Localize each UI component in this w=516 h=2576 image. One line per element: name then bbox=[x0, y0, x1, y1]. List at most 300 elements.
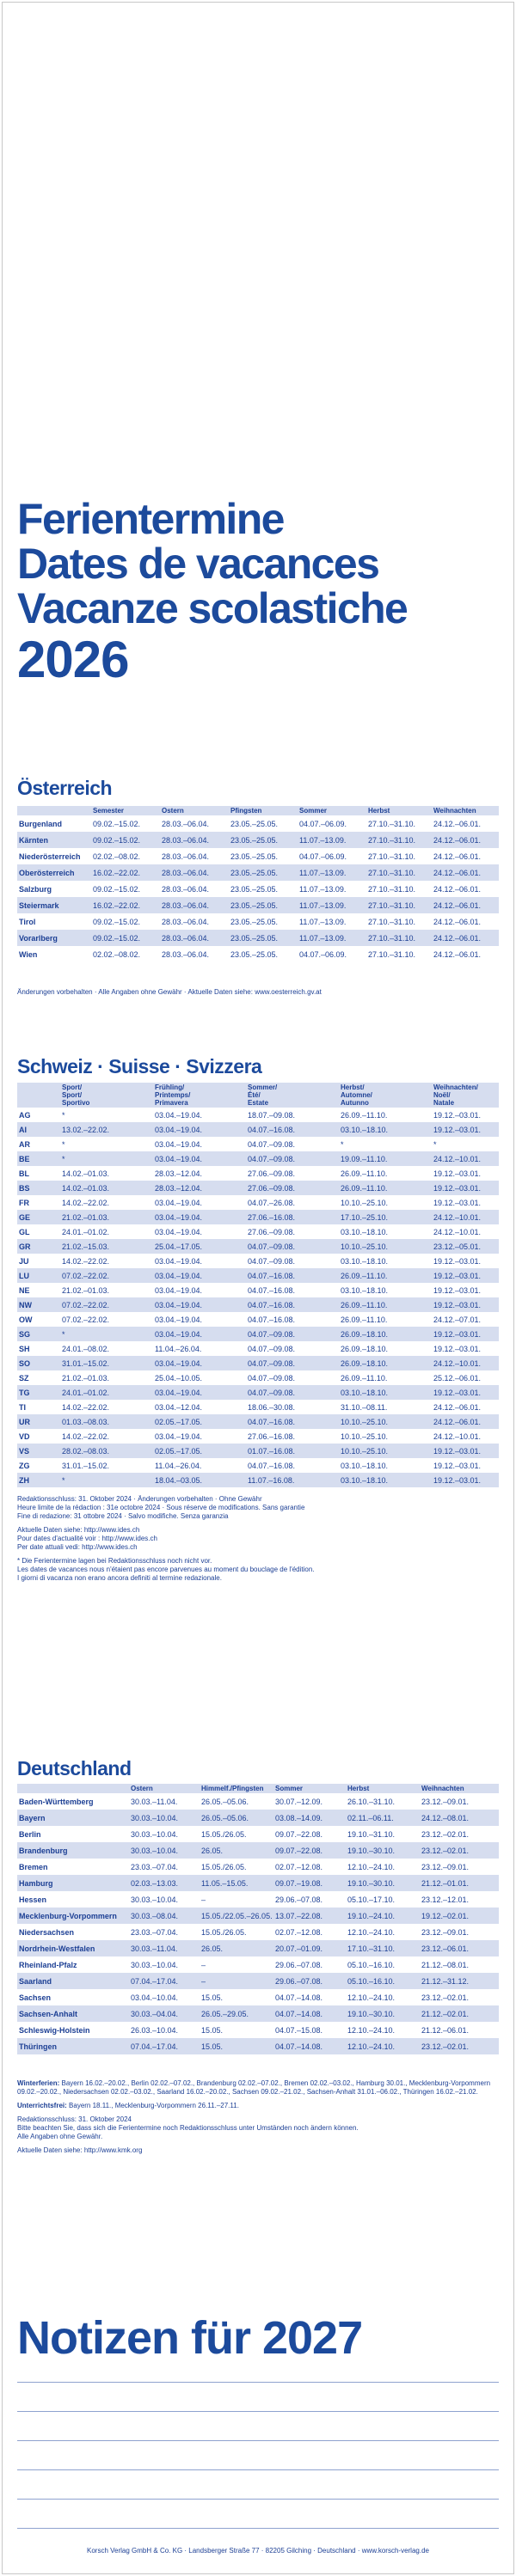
notes-ruled-line bbox=[17, 2469, 499, 2470]
austria-region-label: Vorarlberg bbox=[19, 933, 58, 943]
austria-region-label: Niederösterreich bbox=[19, 852, 81, 861]
germany-date-cell: 23.03.–07.04. bbox=[131, 1927, 179, 1937]
switzerland-row bbox=[17, 1327, 499, 1341]
switzerland-col-header bbox=[17, 1083, 60, 1108]
switzerland-region-label: SG bbox=[19, 1329, 31, 1339]
switzerland-date-cell: 03.04.–19.04. bbox=[155, 1315, 203, 1324]
switzerland-col-header: Sommer/ Été/ Estate bbox=[248, 1084, 278, 1107]
austria-date-cell: 24.12.–06.01. bbox=[433, 868, 482, 877]
austria-col-header: Pfingsten bbox=[230, 807, 262, 815]
switzerland-date-cell: 27.06.–09.08. bbox=[248, 1183, 296, 1193]
switzerland-date-cell: 26.09.–11.10. bbox=[341, 1300, 388, 1309]
germany-date-cell: 30.03.–10.04. bbox=[131, 1960, 179, 1969]
switzerland-date-cell: 26.09.–11.10. bbox=[341, 1110, 388, 1120]
switzerland-row bbox=[17, 1356, 499, 1370]
germany-date-cell: 30.03.–10.04. bbox=[131, 1895, 179, 1904]
germany-row bbox=[17, 1826, 499, 1842]
germany-date-cell: – bbox=[201, 1960, 206, 1969]
austria-heading: Österreich bbox=[17, 777, 113, 799]
germany-region-label: Rheinland-Pfalz bbox=[19, 1960, 77, 1969]
switzerland-date-cell: 03.04.–19.04. bbox=[155, 1198, 203, 1207]
austria-date-cell: 28.03.–06.04. bbox=[162, 900, 210, 910]
switzerland-row bbox=[17, 1444, 499, 1458]
germany-date-cell: 04.07.–14.08. bbox=[275, 1993, 323, 2002]
switzerland-date-cell: 27.06.–16.08. bbox=[248, 1212, 296, 1222]
switzerland-date-cell: 26.09.–11.10. bbox=[341, 1373, 388, 1383]
austria-date-cell: 04.07.–06.09. bbox=[299, 852, 347, 861]
austria-date-cell: 23.05.–25.05. bbox=[230, 917, 279, 926]
switzerland-date-cell: 01.07.–16.08. bbox=[248, 1446, 296, 1456]
switzerland-region-label: VD bbox=[19, 1431, 30, 1441]
switzerland-date-cell: 14.02.–01.03. bbox=[62, 1183, 110, 1193]
austria-date-cell: 23.05.–25.05. bbox=[230, 900, 279, 910]
switzerland-col-header: Sport/ Sport/ Sportivo bbox=[62, 1084, 90, 1107]
switzerland-region-label: SZ bbox=[19, 1373, 29, 1383]
germany-date-cell: 29.06.–07.08. bbox=[275, 1960, 323, 1969]
germany-date-cell: 02.07.–12.08. bbox=[275, 1862, 323, 1871]
note-line-text: Heure limite de la rédaction : 31e octobre 2024 · Sous réserve de modifications. Sans garantie bbox=[17, 1504, 305, 1511]
switzerland-date-cell: 10.10.–25.10. bbox=[341, 1417, 389, 1426]
germany-col-header: Weihnachten bbox=[421, 1785, 464, 1792]
switzerland-row bbox=[17, 1400, 499, 1414]
switzerland-row bbox=[17, 1108, 499, 1122]
austria-date-cell: 28.03.–06.04. bbox=[162, 949, 210, 959]
austria-date-cell: 27.10.–31.10. bbox=[368, 933, 416, 943]
note-line-text: Aktuelle Daten siehe: http://www.kmk.org bbox=[17, 2146, 143, 2154]
germany-date-cell: 05.10.–16.10. bbox=[347, 1960, 396, 1969]
austria-date-cell: 16.02.–22.02. bbox=[93, 868, 141, 877]
switzerland-date-cell: 25.04.–17.05. bbox=[155, 1242, 203, 1251]
germany-region-label: Hamburg bbox=[19, 1878, 53, 1888]
germany-date-cell: 04.07.–14.08. bbox=[275, 2042, 323, 2051]
germany-date-cell: 21.12.–31.12. bbox=[421, 1976, 470, 1986]
austria-date-cell: 28.03.–06.04. bbox=[162, 884, 210, 894]
germany-row bbox=[17, 1956, 499, 1973]
switzerland-date-cell: 03.04.–19.04. bbox=[155, 1388, 203, 1397]
austria-date-cell: 04.07.–06.09. bbox=[299, 949, 347, 959]
austria-date-cell: 09.02.–15.02. bbox=[93, 933, 141, 943]
switzerland-date-cell: 18.04.–03.05. bbox=[155, 1475, 203, 1485]
switzerland-region-label: SO bbox=[19, 1358, 31, 1368]
germany-date-cell: 05.10.–17.10. bbox=[347, 1895, 396, 1904]
switzerland-date-cell: 04.07.–16.08. bbox=[248, 1315, 296, 1324]
germany-date-cell: 02.07.–12.08. bbox=[275, 1927, 323, 1937]
germany-region-label: Sachsen bbox=[19, 1993, 52, 2002]
switzerland-col-header: Herbst/ Automne/ Autunno bbox=[341, 1084, 372, 1107]
austria-col-header bbox=[17, 806, 91, 815]
note-line-text: I giorni di vacanza non erano ancora definiti al termine redazionale. bbox=[17, 1574, 222, 1582]
switzerland-region-label: GL bbox=[19, 1227, 30, 1236]
germany-region-label: Nordrhein-Westfalen bbox=[19, 1944, 95, 1953]
germany-region-label: Saarland bbox=[19, 1976, 52, 1986]
switzerland-date-cell: 03.04.–19.04. bbox=[155, 1300, 203, 1309]
germany-date-cell: 19.10.–24.10. bbox=[347, 1911, 396, 1920]
austria-row bbox=[17, 930, 499, 946]
germany-date-cell: 26.05. bbox=[201, 1944, 224, 1953]
germany-row bbox=[17, 2005, 499, 2022]
austria-date-cell: 27.10.–31.10. bbox=[368, 949, 416, 959]
switzerland-date-cell: 19.12.–03.01. bbox=[433, 1169, 482, 1178]
austria-col-header: Weihnachten bbox=[433, 807, 476, 815]
switzerland-date-cell: 04.07.–09.08. bbox=[248, 1344, 296, 1353]
switzerland-date-cell: * bbox=[62, 1329, 65, 1339]
switzerland-date-cell: 04.07.–09.08. bbox=[248, 1329, 296, 1339]
germany-col-header: Ostern bbox=[131, 1785, 153, 1792]
germany-date-cell: 19.10.–31.10. bbox=[347, 1829, 396, 1839]
germany-date-cell: 09.07.–22.08. bbox=[275, 1829, 323, 1839]
title-block bbox=[17, 497, 499, 687]
switzerland-date-cell: 04.07.–16.08. bbox=[248, 1417, 296, 1426]
germany-date-cell: 26.05.–29.05. bbox=[201, 2009, 249, 2018]
germany-heading: Deutschland bbox=[17, 1757, 132, 1779]
austria-row bbox=[17, 913, 499, 930]
germany-date-cell: 26.03.–10.04. bbox=[131, 2025, 179, 2035]
switzerland-region-label: ZG bbox=[19, 1461, 30, 1470]
switzerland-row bbox=[17, 1385, 499, 1400]
switzerland-date-cell: 03.04.–19.04. bbox=[155, 1431, 203, 1441]
switzerland-date-cell: 11.04.–26.04. bbox=[155, 1344, 202, 1353]
germany-region-label: Bayern bbox=[19, 1813, 46, 1822]
switzerland-region-label: AR bbox=[19, 1139, 30, 1149]
switzerland-date-cell: 04.07.–09.08. bbox=[248, 1242, 296, 1251]
switzerland-date-cell: 14.02.–22.02. bbox=[62, 1402, 110, 1412]
switzerland-date-cell: 10.10.–25.10. bbox=[341, 1431, 389, 1441]
switzerland-date-cell: 19.12.–03.01. bbox=[433, 1271, 482, 1280]
switzerland-region-label: UR bbox=[19, 1417, 30, 1426]
austria-row bbox=[17, 881, 499, 897]
switzerland-date-cell: 24.01.–08.02. bbox=[62, 1344, 110, 1353]
switzerland-date-cell: 24.12.–10.01. bbox=[433, 1358, 482, 1368]
germany-date-cell: 13.07.–22.08. bbox=[275, 1911, 323, 1920]
switzerland-region-label: OW bbox=[19, 1315, 33, 1324]
switzerland-date-cell: 03.04.–19.04. bbox=[155, 1358, 203, 1368]
title-year: 2026 bbox=[17, 631, 129, 688]
austria-date-cell: 02.02.–08.02. bbox=[93, 949, 141, 959]
germany-date-cell: 23.12.–09.01. bbox=[421, 1797, 470, 1806]
switzerland-date-cell: 07.02.–22.02. bbox=[62, 1271, 110, 1280]
austria-row bbox=[17, 815, 499, 832]
germany-region-label: Brandenburg bbox=[19, 1846, 68, 1855]
switzerland-date-cell: 04.07.–16.08. bbox=[248, 1271, 296, 1280]
switzerland-region-label: JU bbox=[19, 1256, 29, 1266]
germany-date-cell: 15.05. bbox=[201, 2025, 224, 2035]
switzerland-date-cell: 14.02.–22.02. bbox=[62, 1198, 110, 1207]
switzerland-region-label: GE bbox=[19, 1212, 31, 1222]
switzerland-date-cell: 26.09.–18.10. bbox=[341, 1344, 389, 1353]
germany-row bbox=[17, 1875, 499, 1891]
germany-date-cell: 26.05. bbox=[201, 1846, 224, 1855]
switzerland-date-cell: 04.07.–09.08. bbox=[248, 1388, 296, 1397]
switzerland-date-cell: 24.12.–06.01. bbox=[433, 1402, 482, 1412]
switzerland-region-label: SH bbox=[19, 1344, 30, 1353]
germany-date-cell: 15.05./22.05.–26.05. bbox=[201, 1911, 273, 1920]
germany-date-cell: 19.10.–30.10. bbox=[347, 1878, 396, 1888]
switzerland-date-cell: 04.07.–09.08. bbox=[248, 1373, 296, 1383]
switzerland-date-cell: 01.03.–08.03. bbox=[62, 1417, 110, 1426]
austria-date-cell: 27.10.–31.10. bbox=[368, 884, 416, 894]
austria-region-label: Kärnten bbox=[19, 835, 49, 845]
germany-date-cell: 26.10.–31.10. bbox=[347, 1797, 396, 1806]
austria-date-cell: 28.03.–06.04. bbox=[162, 868, 210, 877]
switzerland-col-header: Weihnachten/ Noël/ Natale bbox=[433, 1084, 478, 1107]
germany-date-cell: 29.06.–07.08. bbox=[275, 1895, 323, 1904]
switzerland-row bbox=[17, 1254, 499, 1268]
germany-date-cell: 30.03.–10.04. bbox=[131, 1829, 179, 1839]
switzerland-date-cell: 24.12.–10.01. bbox=[433, 1212, 482, 1222]
switzerland-row bbox=[17, 1429, 499, 1444]
switzerland-region-label: GR bbox=[19, 1242, 31, 1251]
switzerland-region-label: NE bbox=[19, 1285, 30, 1295]
austria-date-cell: 04.07.–06.09. bbox=[299, 819, 347, 828]
germany-date-cell: 12.10.–24.10. bbox=[347, 2025, 396, 2035]
germany-region-label: Schleswig-Holstein bbox=[19, 2025, 90, 2035]
austria-date-cell: 11.07.–13.09. bbox=[299, 933, 347, 943]
switzerland-date-cell: 26.09.–18.10. bbox=[341, 1329, 389, 1339]
germany-col-header: Himmelf./Pfingsten bbox=[201, 1785, 264, 1792]
switzerland-row bbox=[17, 1283, 499, 1297]
switzerland-date-cell: 02.05.–17.05. bbox=[155, 1446, 203, 1456]
austria-date-cell: 27.10.–31.10. bbox=[368, 819, 416, 828]
switzerland-date-cell: 19.09.–11.10. bbox=[341, 1154, 388, 1163]
switzerland-date-cell: 19.12.–03.01. bbox=[433, 1446, 482, 1456]
switzerland-date-cell: 03.04.–19.04. bbox=[155, 1271, 203, 1280]
germany-date-cell: 15.05./26.05. bbox=[201, 1927, 247, 1937]
germany-region-label: Hessen bbox=[19, 1895, 47, 1904]
austria-date-cell: 11.07.–13.09. bbox=[299, 900, 347, 910]
switzerland-date-cell: 24.12.–10.01. bbox=[433, 1154, 482, 1163]
austria-date-cell: 09.02.–15.02. bbox=[93, 835, 141, 845]
note-line-text: Redaktionsschluss: 31. Oktober 2024 · Änderungen vorbehalten · Ohne Gewähr bbox=[17, 1495, 262, 1503]
germany-date-cell: 30.07.–12.09. bbox=[275, 1797, 323, 1806]
austria-col-header: Semester bbox=[93, 807, 125, 815]
germany-date-cell: 24.12.–08.01. bbox=[421, 1813, 470, 1822]
austria-date-cell: 23.05.–25.05. bbox=[230, 835, 279, 845]
switzerland-date-cell: 19.12.–03.01. bbox=[433, 1183, 482, 1193]
germany-date-cell: – bbox=[201, 1976, 206, 1986]
austria-date-cell: 28.03.–06.04. bbox=[162, 917, 210, 926]
germany-date-cell: 07.04.–17.04. bbox=[131, 1976, 179, 1986]
germany-row bbox=[17, 1793, 499, 1810]
note-line-text: Redaktionsschluss: 31. Oktober 2024 bbox=[17, 2115, 132, 2123]
switzerland-row bbox=[17, 1151, 499, 1166]
germany-date-cell: 03.08.–14.09. bbox=[275, 1813, 323, 1822]
switzerland-date-cell: 27.06.–09.08. bbox=[248, 1169, 296, 1178]
austria-date-cell: 16.02.–22.02. bbox=[93, 900, 141, 910]
austria-date-cell: 28.03.–06.04. bbox=[162, 933, 210, 943]
switzerland-date-cell: 14.02.–01.03. bbox=[62, 1169, 110, 1178]
austria-region-label: Steiermark bbox=[19, 900, 59, 910]
switzerland-date-cell: 19.12.–03.01. bbox=[433, 1110, 482, 1120]
switzerland-date-cell: 04.07.–09.08. bbox=[248, 1154, 296, 1163]
austria-date-cell: 27.10.–31.10. bbox=[368, 917, 416, 926]
note-line-text: Alle Angaben ohne Gewähr. bbox=[17, 2133, 103, 2140]
switzerland-date-cell: 13.02.–22.02. bbox=[62, 1125, 110, 1134]
austria-row bbox=[17, 897, 499, 913]
germany-extra-notes bbox=[17, 2115, 499, 2155]
germany-row bbox=[17, 1989, 499, 2005]
switzerland-date-cell: 19.12.–03.01. bbox=[433, 1300, 482, 1309]
germany-date-cell: 02.03.–13.03. bbox=[131, 1878, 179, 1888]
switzerland-date-cell: 24.12.–07.01. bbox=[433, 1315, 482, 1324]
austria-date-cell: 02.02.–08.02. bbox=[93, 852, 141, 861]
switzerland-notes bbox=[17, 1495, 499, 1583]
switzerland-date-cell: 11.07.–16.08. bbox=[248, 1475, 295, 1485]
switzerland-date-cell: 24.01.–01.02. bbox=[62, 1388, 110, 1397]
switzerland-row bbox=[17, 1166, 499, 1181]
austria-date-cell: 23.05.–25.05. bbox=[230, 949, 279, 959]
switzerland-date-cell: * bbox=[62, 1475, 65, 1485]
germany-region-label: Thüringen bbox=[19, 2042, 57, 2051]
austria-date-cell: 28.03.–06.04. bbox=[162, 852, 210, 861]
switzerland-date-cell: 03.10.–18.10. bbox=[341, 1475, 389, 1485]
switzerland-date-cell: 03.10.–18.10. bbox=[341, 1285, 389, 1295]
germany-region-label: Sachsen-Anhalt bbox=[19, 2009, 78, 2018]
switzerland-row bbox=[17, 1414, 499, 1429]
germany-date-cell: 12.10.–24.10. bbox=[347, 2042, 396, 2051]
switzerland-date-cell: 18.07.–09.08. bbox=[248, 1110, 296, 1120]
austria-row bbox=[17, 864, 499, 881]
switzerland-date-cell: 28.02.–08.03. bbox=[62, 1446, 110, 1456]
notes-ruled-line bbox=[17, 2499, 499, 2500]
switzerland-region-label: VS bbox=[19, 1446, 30, 1456]
switzerland-date-cell: 07.02.–22.02. bbox=[62, 1300, 110, 1309]
unterrichtsfrei bbox=[17, 2102, 499, 2110]
germany-date-cell: 15.05. bbox=[201, 1993, 224, 2002]
switzerland-row bbox=[17, 1137, 499, 1151]
germany-col-header bbox=[17, 1784, 129, 1793]
germany-date-cell: 09.07.–22.08. bbox=[275, 1846, 323, 1855]
switzerland-row bbox=[17, 1312, 499, 1327]
title-german: Ferientermine bbox=[17, 495, 284, 543]
germany-date-cell: 26.05.–05.06. bbox=[201, 1813, 249, 1822]
germany-date-cell: 29.06.–07.08. bbox=[275, 1976, 323, 1986]
germany-row bbox=[17, 1940, 499, 1956]
switzerland-date-cell: 04.07.–16.08. bbox=[248, 1125, 296, 1134]
germany-date-cell: 30.03.–11.04. bbox=[131, 1797, 178, 1806]
austria-date-cell: 11.07.–13.09. bbox=[299, 917, 347, 926]
switzerland-date-cell: 03.10.–18.10. bbox=[341, 1227, 389, 1236]
switzerland-date-cell: 19.12.–03.01. bbox=[433, 1344, 482, 1353]
switzerland-heading: Schweiz · Suisse · Svizzera bbox=[17, 1055, 262, 1077]
switzerland-date-cell: 03.04.–19.04. bbox=[155, 1227, 203, 1236]
switzerland-date-cell: * bbox=[62, 1110, 65, 1120]
switzerland-date-cell: 03.04.–19.04. bbox=[155, 1139, 203, 1149]
switzerland-date-cell: 31.10.–08.11. bbox=[341, 1402, 388, 1412]
switzerland-date-cell: 19.12.–03.01. bbox=[433, 1125, 482, 1134]
germany-date-cell: 23.12.–02.01. bbox=[421, 1829, 470, 1839]
notes-title: Notizen für 2027 bbox=[17, 2312, 363, 2364]
switzerland-date-cell: 19.12.–03.01. bbox=[433, 1198, 482, 1207]
austria-date-cell: 23.05.–25.05. bbox=[230, 933, 279, 943]
switzerland-date-cell: 26.09.–11.10. bbox=[341, 1271, 388, 1280]
switzerland-date-cell: 24.12.–10.01. bbox=[433, 1431, 482, 1441]
switzerland-date-cell: 27.06.–16.08. bbox=[248, 1431, 296, 1441]
switzerland-date-cell: 19.12.–03.01. bbox=[433, 1285, 482, 1295]
switzerland-date-cell: 24.12.–06.01. bbox=[433, 1417, 482, 1426]
switzerland-row bbox=[17, 1473, 499, 1487]
switzerland-date-cell: 26.09.–11.10. bbox=[341, 1315, 388, 1324]
switzerland-region-label: TI bbox=[19, 1402, 26, 1412]
austria-note bbox=[17, 988, 499, 997]
switzerland-row bbox=[17, 1341, 499, 1356]
switzerland-region-label: AI bbox=[19, 1125, 27, 1134]
germany-region-label: Baden-Württemberg bbox=[19, 1797, 94, 1806]
switzerland-date-cell: 04.07.–16.08. bbox=[248, 1285, 296, 1295]
note-line-text: Pour dates d'actualité voir : http://www.ides.ch bbox=[17, 1535, 157, 1542]
germany-row bbox=[17, 1810, 499, 1826]
germany-date-cell: 23.12.–02.01. bbox=[421, 1993, 470, 2002]
note-line-text: Les dates de vacances nous n'étaient pas encore parvenues au moment du bouclage de l'édition. bbox=[17, 1566, 315, 1573]
germany-row bbox=[17, 2038, 499, 2054]
switzerland-date-cell: 28.03.–12.04. bbox=[155, 1183, 203, 1193]
austria-date-cell: 23.05.–25.05. bbox=[230, 819, 279, 828]
switzerland-date-cell: 23.12.–05.01. bbox=[433, 1242, 482, 1251]
germany-date-cell: 12.10.–24.10. bbox=[347, 1862, 396, 1871]
switzerland-date-cell: * bbox=[62, 1154, 65, 1163]
germany-date-cell: 30.03.–08.04. bbox=[131, 1911, 179, 1920]
germany-notes bbox=[17, 2079, 499, 2155]
austria-date-cell: 27.10.–31.10. bbox=[368, 900, 416, 910]
germany-table bbox=[17, 1784, 499, 2054]
germany-row bbox=[17, 1859, 499, 1875]
austria-date-cell: 09.02.–15.02. bbox=[93, 917, 141, 926]
austria-date-cell: 09.02.–15.02. bbox=[93, 819, 141, 828]
austria-date-cell: 11.07.–13.09. bbox=[299, 884, 347, 894]
austria-table bbox=[17, 806, 499, 962]
switzerland-date-cell: 03.04.–19.04. bbox=[155, 1110, 203, 1120]
switzerland-date-cell: 17.10.–25.10. bbox=[341, 1212, 389, 1222]
switzerland-date-cell: 04.07.–09.08. bbox=[248, 1358, 296, 1368]
germany-date-cell: 30.03.–10.04. bbox=[131, 1813, 179, 1822]
notes-ruled-line bbox=[17, 2528, 499, 2529]
austria-note-text: Änderungen vorbehalten · Alle Angaben ohne Gewähr · Aktuelle Daten siehe: www.oesterreich.gv.at bbox=[17, 988, 322, 996]
germany-date-cell: 02.11.–06.11. bbox=[347, 1813, 394, 1822]
switzerland-row bbox=[17, 1224, 499, 1239]
germany-row bbox=[17, 1908, 499, 1924]
germany-date-cell: 30.03.–11.04. bbox=[131, 1944, 178, 1953]
switzerland-row bbox=[17, 1268, 499, 1283]
note-line-text: Per date attuali vedi: http://www.ides.ch bbox=[17, 1543, 138, 1551]
switzerland-date-cell: 03.04.–19.04. bbox=[155, 1285, 203, 1295]
switzerland-date-cell: 24.12.–10.01. bbox=[433, 1227, 482, 1236]
notes-ruled-line bbox=[17, 2440, 499, 2441]
unterricht-text: Bayern 18.11., Mecklenburg-Vorpommern 26.11.–27.11. bbox=[69, 2102, 239, 2109]
title-italian: Vacanze scolastiche bbox=[17, 584, 408, 632]
switzerland-region-label: NW bbox=[19, 1300, 32, 1309]
winter-text: Bayern 16.02.–20.02., Berlin 02.02.–07.02., Brandenburg 02.02.–07.02., Bremen 02.02.–03.02., Hamburg 30.01., Mecklenburg-Vorpommern 09.02.–20.02., Niedersachsen 02.02.–03.02., Saarland 16.02.–20.02., Sachsen 09.02.–21.02., Sachsen-Anhalt 31.01.–06.02., Thüringen 16.02.–21.02. bbox=[17, 2079, 491, 2096]
germany-date-cell: 23.12.–09.01. bbox=[421, 1862, 470, 1871]
germany-row bbox=[17, 1891, 499, 1908]
austria-date-cell: 24.12.–06.01. bbox=[433, 884, 482, 894]
switzerland-date-cell: 14.02.–22.02. bbox=[62, 1256, 110, 1266]
germany-date-cell: 20.07.–01.09. bbox=[275, 1944, 323, 1953]
austria-row bbox=[17, 832, 499, 848]
austria-date-cell: 24.12.–06.01. bbox=[433, 933, 482, 943]
germany-date-cell: 05.10.–16.10. bbox=[347, 1976, 396, 1986]
switzerland-row bbox=[17, 1122, 499, 1137]
switzerland-col-header: Frühling/ Printemps/ Primavera bbox=[155, 1084, 191, 1107]
germany-date-cell: 11.05.–15.05. bbox=[201, 1878, 249, 1888]
germany-row bbox=[17, 1842, 499, 1859]
switzerland-date-cell: * bbox=[341, 1139, 344, 1149]
switzerland-date-cell: 03.04.–19.04. bbox=[155, 1256, 203, 1266]
germany-date-cell: 21.12.–01.01. bbox=[421, 1878, 470, 1888]
germany-date-cell: 04.07.–15.08. bbox=[275, 2025, 323, 2035]
switzerland-date-cell: 03.04.–19.04. bbox=[155, 1329, 203, 1339]
austria-region-label: Oberösterreich bbox=[19, 868, 75, 877]
switzerland-date-cell: 27.06.–09.08. bbox=[248, 1227, 296, 1236]
austria-region-label: Tirol bbox=[19, 917, 36, 926]
